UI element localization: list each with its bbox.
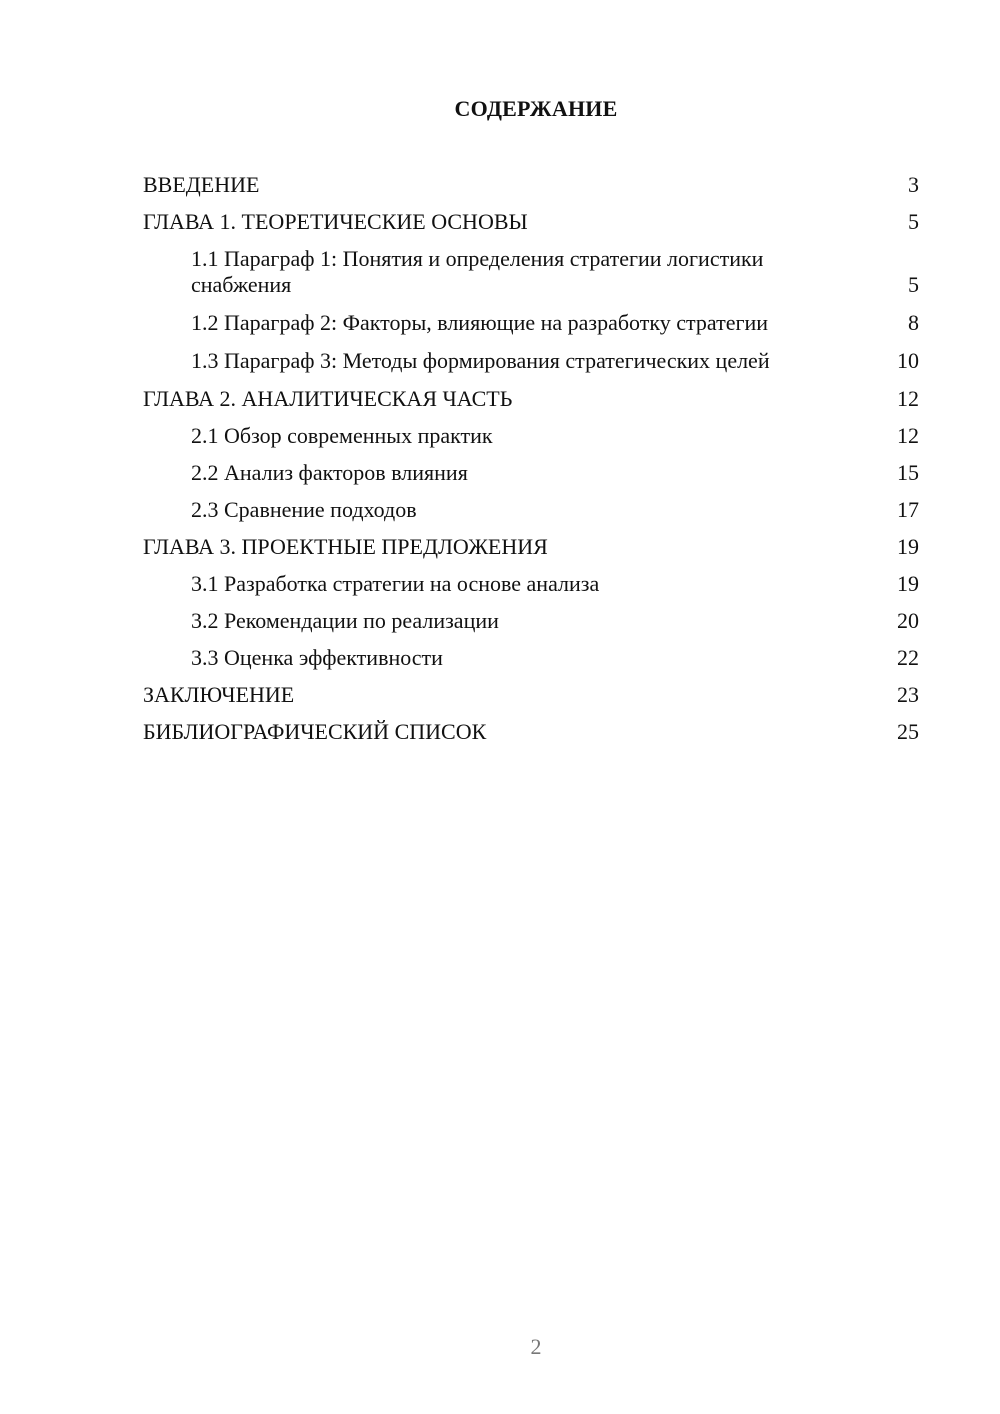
toc-entry-page: 25 bbox=[897, 719, 919, 744]
toc-entry-section-1-2[interactable] bbox=[143, 308, 919, 346]
toc-entry-label: 2.3 Сравнение подходов bbox=[191, 497, 417, 522]
toc-entry-page: 12 bbox=[897, 386, 919, 411]
toc-entry-label: 1.3 Параграф 3: Методы формирования стратегических целей bbox=[191, 348, 770, 373]
toc-entry-label: 1.1 Параграф 1: Понятия и определения стратегии логистики снабжения bbox=[191, 246, 764, 297]
toc-entry-page: 3 bbox=[908, 172, 919, 197]
page-number: 2 bbox=[530, 1334, 542, 1359]
toc-entry-label: ГЛАВА 2. АНАЛИТИЧЕСКАЯ ЧАСТЬ bbox=[143, 386, 513, 411]
toc-entry-page: 5 bbox=[908, 209, 919, 234]
toc-entry-chapter-2[interactable] bbox=[143, 384, 919, 421]
toc-entry-label: БИБЛИОГРАФИЧЕСКИЙ СПИСОК bbox=[143, 719, 487, 744]
toc-entry-section-2-1[interactable] bbox=[143, 421, 919, 458]
toc-entry-label: 2.1 Обзор современных практик bbox=[191, 423, 493, 448]
toc-entry-chapter-1[interactable] bbox=[143, 207, 919, 244]
toc-entry-introduction[interactable] bbox=[143, 170, 919, 207]
toc-entry-page: 12 bbox=[897, 423, 919, 448]
toc-entry-section-3-3[interactable] bbox=[143, 643, 919, 680]
toc-entry-label: ГЛАВА 1. ТЕОРЕТИЧЕСКИЕ ОСНОВЫ bbox=[143, 209, 528, 234]
toc-entry-page: 23 bbox=[897, 682, 919, 707]
toc-entry-label: 3.1 Разработка стратегии на основе анализа bbox=[191, 571, 600, 596]
toc-entry-conclusion[interactable] bbox=[143, 680, 919, 717]
page-title: СОДЕРЖАНИЕ bbox=[454, 96, 618, 121]
toc-entry-bibliography[interactable] bbox=[143, 717, 919, 754]
toc-entry-label: 1.2 Параграф 2: Факторы, влияющие на разработку стратегии bbox=[191, 310, 769, 335]
toc-entry-page: 10 bbox=[897, 348, 919, 373]
toc-entry-page: 22 bbox=[897, 645, 919, 670]
toc-entry-section-1-1[interactable] bbox=[143, 244, 919, 308]
toc-entry-label: ЗАКЛЮЧЕНИЕ bbox=[143, 682, 295, 707]
table-of-contents bbox=[143, 170, 919, 754]
toc-entry-page: 5 bbox=[908, 272, 919, 297]
toc-entry-section-2-2[interactable] bbox=[143, 458, 919, 495]
toc-entry-page: 20 bbox=[897, 608, 919, 633]
toc-entry-label: 3.2 Рекомендации по реализации bbox=[191, 608, 499, 633]
toc-entry-label: ГЛАВА 3. ПРОЕКТНЫЕ ПРЕДЛОЖЕНИЯ bbox=[143, 534, 548, 559]
toc-entry-section-3-1[interactable] bbox=[143, 569, 919, 606]
toc-entry-label: ВВЕДЕНИЕ bbox=[143, 172, 260, 197]
toc-entry-page: 15 bbox=[897, 460, 919, 485]
toc-entry-section-1-3[interactable] bbox=[143, 346, 919, 384]
toc-entry-section-3-2[interactable] bbox=[143, 606, 919, 643]
toc-entry-page: 19 bbox=[897, 571, 919, 596]
toc-entry-label: 2.2 Анализ факторов влияния bbox=[191, 460, 468, 485]
toc-entry-page: 8 bbox=[908, 310, 919, 335]
toc-entry-section-2-3[interactable] bbox=[143, 495, 919, 532]
toc-entry-label: 3.3 Оценка эффективности bbox=[191, 645, 443, 670]
toc-entry-page: 19 bbox=[897, 534, 919, 559]
toc-entry-chapter-3[interactable] bbox=[143, 532, 919, 569]
toc-entry-page: 17 bbox=[897, 497, 919, 522]
